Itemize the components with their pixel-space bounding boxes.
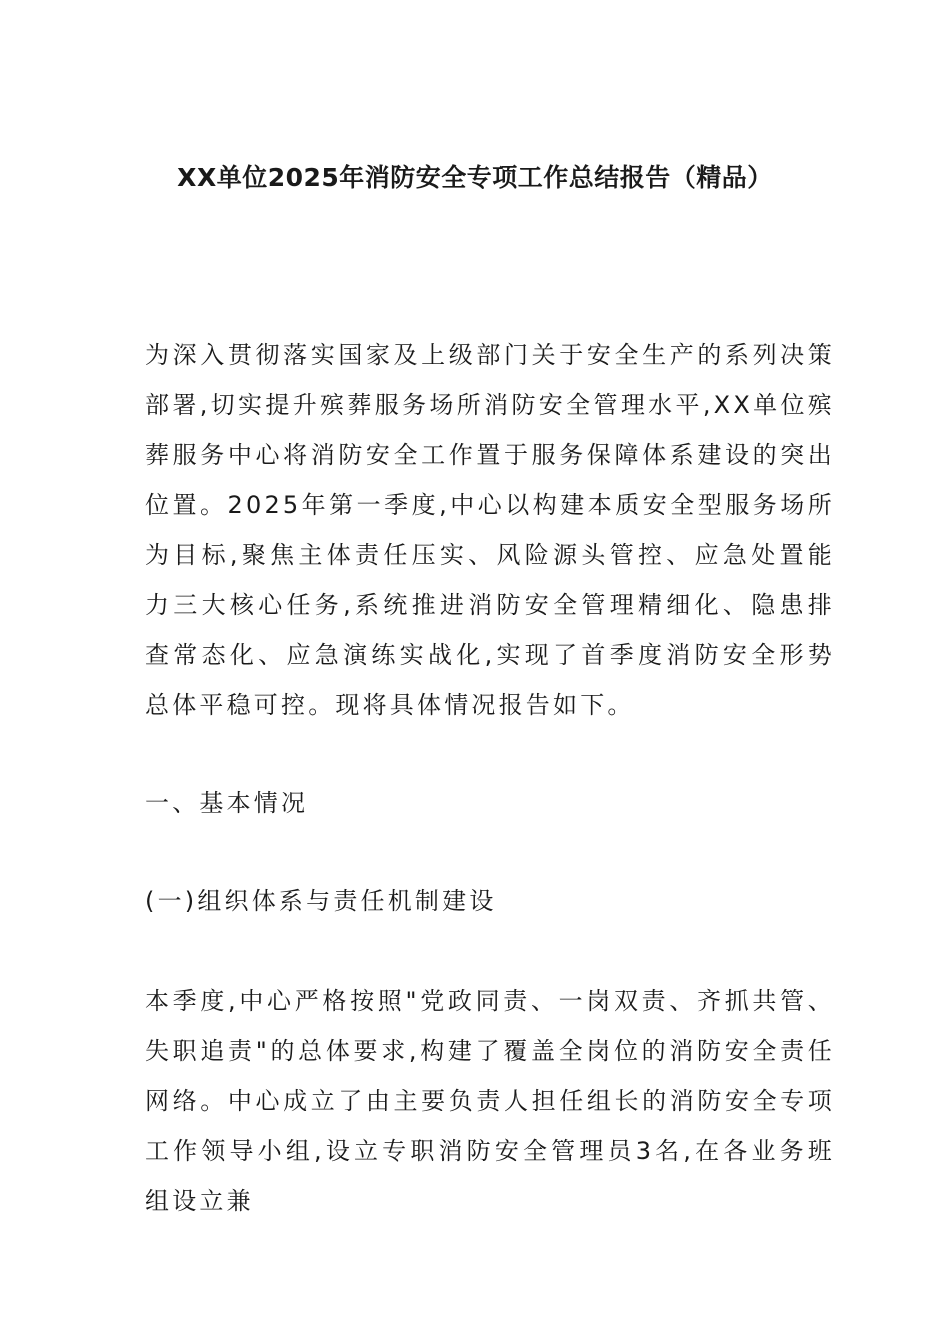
organization-paragraph: 本季度,中心严格按照"党政同责、一岗双责、齐抓共管、失职追责"的总体要求,构建了覆盖全岗位的消防安全责任网络。中心成立了由主要负责人担任组长的消防安全专项工作领导小组,设立专职消防安全管理员3名,在各业务班组设立兼 <box>145 987 835 1215</box>
section-heading-basic-situation: 一、基本情况 <box>145 789 309 817</box>
intro-paragraph: 为深入贯彻落实国家及上级部门关于安全生产的系列决策部署,切实提升殡葬服务场所消防安全管理水平,XX单位殡葬服务中心将消防安全工作置于服务保障体系建设的突出位置。2025年第一季度,中心以构建本质安全型服务场所为目标,聚焦主体责任压实、风险源头管控、应急处置能力三大核心任务,系统推进消防安全管理精细化、隐患排查常态化、应急演练实战化,实现了首季度消防安全形势总体平稳可控。现将具体情况报告如下。 <box>145 341 835 719</box>
subsection-heading-organization: (一)组织体系与责任机制建设 <box>145 887 497 915</box>
document-title: XX单位2025年消防安全专项工作总结报告（精品） <box>177 163 773 192</box>
